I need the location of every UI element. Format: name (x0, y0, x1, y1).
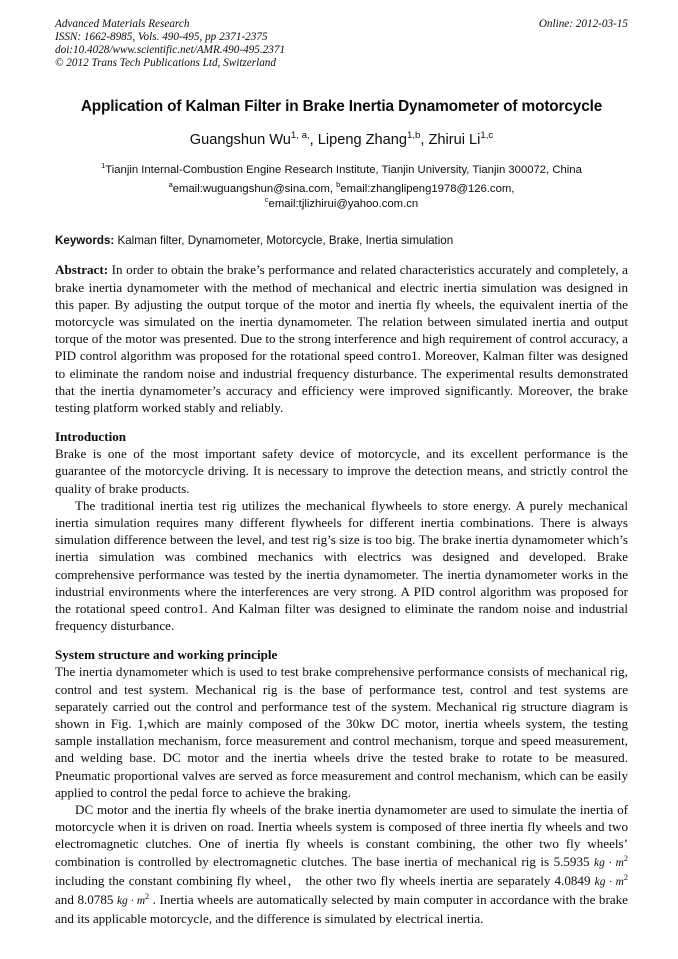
keywords-line (55, 233, 628, 248)
unit-exponent-2: 2 (623, 873, 628, 883)
paragraph-text-part-4: . Inertia wheels are automatically selected by main computer in accordance with the brake and its applicable motorcycle, and the difference is simulated by electrical inertia. (55, 892, 628, 927)
author-emails (55, 182, 628, 211)
section-paragraph: The inertia dynamometer which is used to test brake comprehensive performance consists of mechanical rig, control and test system. Mechanical rig is the base of performance test, control and test systems are separately carried out the control and performance test of the system. Mechanical rig structure diagram is shown in Fig. 1,which are mainly composed of the 30kw DC motor, inertia wheels system, the testing sample installation mechanism, force measurement and control mechanism, torque and speed measurement, and welding base. DC motor and the inertia wheels drive the tested brake to rotate to be measured. Pneumatic proportional valves are served as force measurement and control mechanism, which can be easily applied to control the pedal force to achieve the braking. (55, 664, 628, 800)
abstract-text: In order to obtain the brake’s performance and related characteristics accurately and completely, a brake inertia dynamometer with the method of mechanical and electric inertia simulation was designed in this paper. By adjusting the output torque of the motor and inertia fly wheels, the equivalent inertia of the motorcycle was simulated on the inertia dynamometer. The relation between simulated inertia and output torque of the motor was presented. Due to the strong interference and high requirement of control accuracy, a PID control algorithm was proposed for the rotational speed contro1. Moreover, Kalman filter was designed to eliminate the random noise and industrial frequency disturbance. The experimental results demonstrated that the inertia dynamometer’s accuracy and efficiency were improved significantly. Moreover, the brake testing platform worked stably and reliably. (55, 262, 628, 415)
copyright-line: © 2012 Trans Tech Publications Ltd, Switzerland (55, 57, 276, 70)
affiliation-text: Tianjin Internal-Combustion Engine Research Institute, Tianjin University, Tianjin 300072, China (105, 164, 582, 177)
email-a: email:wuguangshun@sina.com, (172, 183, 337, 196)
email-marker-c: c (264, 195, 269, 205)
email-marker-a: a (168, 180, 173, 190)
inertia-unit-3 (117, 892, 150, 908)
inertia-unit-1 (594, 853, 628, 869)
journal-name: Advanced Materials Research (55, 18, 190, 30)
unit-base-1: kg · m (594, 856, 624, 869)
author-separator-2: , (420, 132, 429, 149)
running-head (55, 18, 628, 70)
doi-line: doi:10.4028/www.scientific.net/AMR.490-495.2371 (55, 44, 286, 57)
author-name-3: Zhirui Li (428, 132, 481, 149)
author-separator-1: , (309, 132, 318, 149)
section-paragraph-inertia-values (55, 801, 628, 927)
section-paragraph: The traditional inertia test rig utilizes the mechanical flywheels to store energy. A purely mechanical inertia simulation requires many different flywheels for different inertia combinations. There is always simulation difference between the level, and test rig’s size is too big. The brake inertia dynamometer which’s inertia simulation was combined mechanics with electrics was designed and developed. Brake comprehensive performance was tested by the inertia dynamometer. The inertia dynamometer works in the industrial environments where the interferences are very strong. A PID control algorithm was proposed for the rotational speed contro1. And Kalman filter was designed to eliminate the random noise and industrial frequency disturbance. (55, 497, 628, 634)
unit-base-3: kg · m (117, 895, 146, 908)
paragraph-text-part-3: and 8.0785 (55, 892, 117, 908)
unit-exponent-1: 2 (623, 853, 628, 863)
author-affil-marker-3: 1,c (480, 130, 494, 142)
abstract-block (55, 261, 628, 416)
email-line-1 (55, 182, 628, 197)
email-line-2 (55, 197, 628, 212)
paragraph-text-part-1: DC motor and the inertia fly wheels of the brake inertia dynamometer are used to simulate the inertia of motorcycle when it is driven on road. Inertia wheels system is composed of three inertia fly wheels and two electromagnetic clutches. One of inertia fly wheels is constant combining, the other two fly wheels’ combination is controlled by electromagnetic clutches. The base inertia of mechanical rig is 5.5935 (55, 802, 628, 869)
page-title: Application of Kalman Filter in Brake Inertia Dynamometer of motorcycle (80, 98, 603, 116)
email-marker-b: b (336, 180, 341, 190)
abstract-label: Abstract: (55, 262, 109, 278)
section-paragraph: Brake is one of the most important safety device of motorcycle, and its excellent performance is the guarantee of the motorcycle driving. It is necessary to improve the detection means, and strictly control the quality of brake products. (55, 446, 628, 496)
author-affil-marker-2: 1,b (407, 130, 421, 142)
inertia-unit-2 (594, 873, 628, 888)
keywords-text: Kalman filter, Dynamometer, Motorcycle, Brake, Inertia simulation (114, 234, 454, 248)
author-name-2: Lipeng Zhang (317, 132, 407, 149)
email-c: email:tjlizhirui@yahoo.com.cn (268, 197, 419, 210)
section-heading-introduction: Introduction (55, 429, 127, 445)
unit-exponent-3: 2 (145, 892, 150, 902)
section-heading-system-structure: System structure and working principle (55, 647, 278, 663)
author-list (55, 131, 628, 149)
issn-line: ISSN: 1662-8985, Vols. 490-495, pp 2371-2375 (55, 31, 268, 44)
author-affil-marker-1: 1, a, (290, 130, 310, 142)
online-date: Online: 2012-03-15 (538, 18, 628, 30)
author-name-1: Guangshun Wu (189, 132, 291, 149)
email-b: email:zhanglipeng1978@126.com, (340, 183, 515, 196)
affiliation-marker: 1 (101, 161, 106, 171)
unit-base-2: kg · m (594, 875, 624, 888)
paragraph-text-part-2: including the constant combining fly wheel， the other two fly wheels inertia are separately 4.0849 (55, 872, 595, 888)
keywords-label: Keywords: (55, 234, 115, 248)
affiliation (55, 163, 628, 177)
